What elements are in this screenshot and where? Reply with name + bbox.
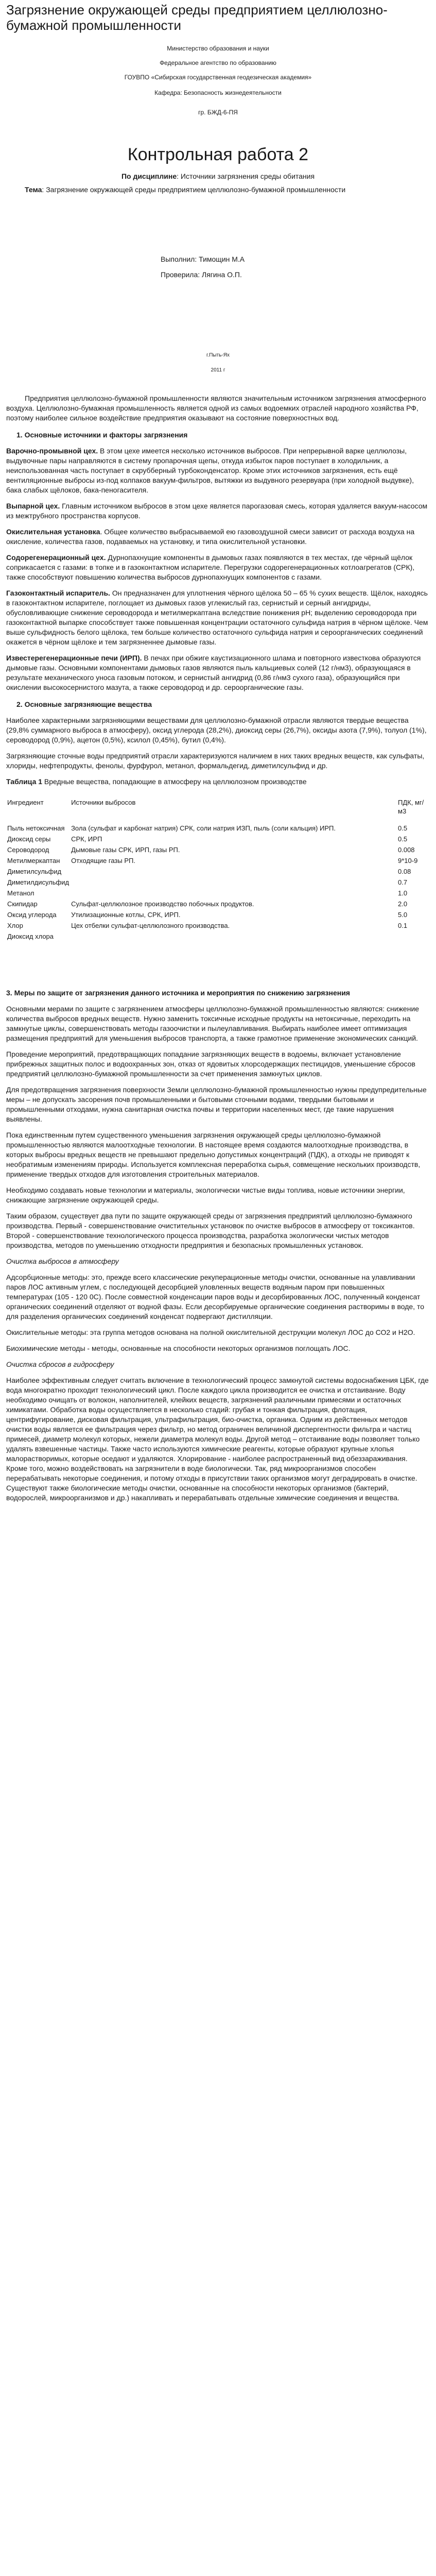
paragraph-oxidation-unit: Окислительная установка. Общее количество выбрасываемой ею газовоздушной смеси зависит от расхода воздуха на окисление, количества газов, подаваемых на установку, и типа окислительной установки. (6, 528, 415, 546)
paragraph-oxidation: Окислительные методы: эта группа методов основана на полной окислительной деструкции молекул ЛОС до СО2 и Н2О. (6, 1328, 415, 1336)
substances-table (6, 797, 430, 942)
table-row (6, 909, 430, 920)
table-cell: Зола (сульфат и карбонат натрия) СРК, соли натрия ИЗП, пыль (соли кальция) ИРП. (71, 824, 336, 832)
topic-line (25, 184, 430, 195)
table-cell: Диоксид хлора (7, 933, 54, 940)
checker-line: Проверила: Лягина О.П. (161, 270, 242, 279)
table-cell: Утилизационные котлы, СРК, ИРП. (71, 911, 181, 919)
subheading-water-cleaning: Очистка сбросов в гидросферу (6, 1360, 114, 1368)
year-line: 2011 г (211, 367, 225, 373)
table-cell: Дымовые газы СРК, ИРП, газы РП. (71, 846, 180, 854)
paragraph-two-ways: Таким образом, существует два пути по защите окружающей среды от загрязнения предприятий целлюлозно-бумажного производства. Первый - совершенствование очистительных установок по очистке выбросов в атмосферу от токсикантов. Второй - совершенствование технологического процесса производства, разработка экологически чистых методов производства, методов по уменьшению отходности предприятия и безопасных промышленных установок. (6, 1212, 415, 1249)
section-heading-1: 1. Основные источники и факторы загрязнения (16, 431, 188, 439)
table-header-cell: ПДК, мг/м3 (398, 799, 424, 815)
subheading-air-cleaning: Очистка выбросов в атмосферу (6, 1257, 119, 1265)
table-cell (70, 931, 397, 942)
table-cell: Метилмеркаптан (7, 857, 60, 865)
section-heading-2: 2. Основные загрязняющие вещества (16, 700, 152, 708)
intro-paragraph: Предприятия целлюлозно-бумажной промышленности являются значительным источником загрязнения атмосферного воздуха. Целлюлозно-бумажная промышленность является одной из самых водоемких отраслей народного хозяйства РФ, поэтому наиболее сильное воздействие предприятия оказывают на состояние поверхностных вод. (6, 394, 426, 422)
group-line: гр. БЖД-6-ПЯ (198, 109, 238, 116)
paragraph-recovery-shop: Содорегенерационный цех. Дурнопахнущие компоненты в дымовых газах появляются в тех местах, где чёрный щёлок соприкасается с газами: в топке и в газоконтактном испарителе. Перегрузки содорегенерационных котлоагрегатов (СРК), также способствуют повышению количества выбросов дурнопахнущих компонентов с газами. (6, 553, 415, 581)
table-row (6, 834, 430, 844)
table-cell: 9*10-9 (398, 857, 418, 865)
paragraph-evaporation-shop: Выпарной цех. Главным источником выбросов в этом цехе является парогазовая смесь, которая удаляется вакуум-насосом из межтрубного пространства корпусов. (6, 502, 428, 520)
discipline-label: По дисциплине (121, 172, 177, 180)
table-row (6, 931, 430, 942)
table-header-cell: Ингредиент (7, 799, 44, 806)
discipline-value: : Источники загрязнения среды обитания (177, 172, 315, 180)
table-header-row (6, 797, 430, 817)
table-cell: Оксид углерода (7, 911, 57, 919)
table-cell: СРК, ИРП (71, 835, 102, 843)
paragraph-closed-water: Наиболее эффективным следует считать включение в технологический процесс замкнутой системы водоснабжения ЦБК, где вода многократно проходит технологический цикл. После каждого цикла производится ее очистка и отстаивание. Воду необходимо очищать от волокон, наполнителей, клейких веществ, загрязнений различными примесями и остаточных химикатами. Обработка воды осуществляется в несколько стадий: грубая и тонкая фильтрация, флотация, центрифугирование, дисковая фильтрация, ультрафильтрация, био-очистка, органика. Одним из действенных методов очистки воды является ее фильтрация через фильтр, но метод ограничен величиной диспергентности фильтра и частиц примесей, диаметр молекул которых, нежели диаметра молекул воды. Другой метод – отстаивание воды позволяет только удалять взвешенные частицы. Также часто используются химические реагенты, которые образуют крупные хлопья малорастворимых, которые оседают и удаляются. Хлорирование - наиболее распространенный вид обеззараживания. Кроме того, можно воздействовать на загрязнители в воде биологически. Так, ряд микроорганизмов способен перерабатывать некоторые соединения, и потому отходы в присутствии таких организмов могут деградировать в очистке. Существуют также биологические методы очистки, основанные на способности некоторых организмов (бактерий, водорослей, микроорганизмов и др.) накапливать и перерабатывать отдельные химические соединения и вещества. (6, 1376, 429, 1502)
table-cell: Пыль нетоксичная (7, 824, 65, 832)
document-page (0, 2, 436, 2576)
table-cell: Диметилдисульфид (7, 878, 69, 886)
paragraph-gas-evaporator: Газоконтактный испаритель. Он предназначен для уплотнения чёрного щёлока 50 – 65 % сухих веществ. Щёлок, находясь в газоконтактном испарителе, поглощает из дымовых газов углекислый газ, сернистый и серный ангидриды, обусловливающие снижение сероводорода и метилмеркаптана вследствие понижения pH; выделению сероводорода при газоконтактной выпарке способствует также повышенная концентрации остаточного сульфида натрия в чёрном щёлоке. Чем выше сульфидность белого щёлока, тем больше количество остаточного сульфида натрия и сероорганических соединений окажется в чёрном щёлоке и тем загрязненнее дымовые газы. (6, 589, 428, 646)
topic-label: Тема (25, 185, 42, 194)
paragraph-water-measures: Проведение мероприятий, предотвращающих попадание загрязняющих веществ в водоемы, включает установление прибрежных защитных полос и водоохранных зон, отказ от ядовитых хлорсодержащих пестицидов, уменьшение сбросов предприятий целлюлозно-бумажной промышленности за счет применения замкнутых циклов. (6, 1050, 415, 1078)
paragraph-pollutants: Наиболее характерными загрязняющими веществами для целлюлозно-бумажной отрасли являются твердые вещества (29,8% суммарного выброса в атмосферу), оксид углерода (28,2%), диоксид серы (26,7%), оксиды азота (7,9%), толуол (1%), сероводород (0,9%), ацетон (0,5%), ксилол (0,45%), бутил (0,4%). (6, 716, 427, 744)
paragraph-measures: Основными мерами по защите с загрязнением атмосферы целлюлозно-бумажной промышленностью являются: снижение количества выбросов вредных веществ. Нужно заменить токсичные исходные продукты на нетоксичные, переходить на замкнутые циклы, совершенствовать методы газоочистки и пылеулавливания. Выбирать наиболее имеет оптимизация размещения предприятий для уменьшения выбросов транспорта, а также грамотное применение экономических санкций. (6, 1005, 420, 1042)
discipline-line (6, 172, 430, 180)
table-header-cell: Источники выбросов (71, 799, 136, 806)
paragraph-adsorption: Адсорбционные методы: это, прежде всего классические рекуперационные методы очистки, основанные на улавливании паров ЛОС активным углем, с последующей десорбцией уловленных веществ водяным паром при повышенных температурах (105 - 120 0С). После совместной конденсации паров воды и десорбированных ЛОС, полученный конденсат органических соединений отделяют от водной фазы. Если десорбируемые органические соединения растворимы в воде, то для разделения органических соединений конденсат подвергают дистилляции. (6, 1273, 424, 1320)
table-cell (397, 931, 430, 942)
table-cell: Сероводород (7, 846, 49, 854)
table-cell: 0.5 (398, 835, 408, 843)
table-cell: 0.7 (398, 878, 408, 886)
paragraph-wastewater: Загрязняющие сточные воды предприятий отрасли характеризуются наличием в них таких вредных веществ, как сульфаты, хлориды, нефтепродукты, фенолы, фурфурол, метанол, формальдегид, диметилсульфид и др. (6, 752, 425, 770)
table-cell (70, 888, 397, 899)
table-cell: 0.1 (398, 922, 408, 929)
page-title: Загрязнение окружающей среды предприятием целлюлозно-бумажной промышленности (6, 2, 388, 33)
table-cell: Хлор (7, 922, 23, 929)
city-line: г.Пыть-Ях (206, 352, 230, 358)
table-caption: Таблица 1 Вредные вещества, попадающие в атмосферу на целлюлозном производстве (6, 777, 307, 786)
section-heading-3: 3. Меры по защите от загрязнения данного источника и мероприятия по снижению загрязнения (6, 989, 350, 997)
performer-line: Выполнил: Тимощин М.А (161, 255, 245, 263)
table-cell: 0.5 (398, 824, 408, 832)
table-row (6, 855, 430, 866)
table-row (6, 877, 430, 888)
paragraph-biochemical: Биохимические методы - методы, основанные на способности некоторых организмов поглощать ЛОС. (6, 1344, 351, 1352)
table-cell: Диоксид серы (7, 835, 51, 843)
table-row (6, 844, 430, 855)
ministry-line: Министерство образования и науки (167, 45, 269, 52)
department-line: Кафедра: Безопасность жизнедеятельности (154, 89, 282, 96)
table-cell: Сульфат-целлюлозное производство побочных продуктов. (71, 900, 254, 908)
table-cell: Метанол (7, 889, 34, 897)
table-cell: Скипидар (7, 900, 38, 908)
paragraph-new-tech: Необходимо создавать новые технологии и материалы, экологически чистые виды топлива, новые источники энергии, снижающие загрязнение окружающей среды. (6, 1186, 405, 1204)
table-row (6, 920, 430, 931)
table-cell: 5.0 (398, 911, 408, 919)
table-row (6, 823, 430, 834)
university-line: ГОУВПО «Сибирская государственная геодезическая академия» (124, 74, 312, 81)
table-cell: 0.008 (398, 846, 415, 854)
table-cell: 0.08 (398, 868, 411, 875)
table-row (6, 866, 430, 877)
table-cell: 1.0 (398, 889, 408, 897)
paragraph-cooking-shop: Варочно-промывной цех. В этом цехе имеется несколько источников выбросов. При непрерывной варке целлюлозы, выдувочные пары направляются в систему пропарочная щепы, откуда избыток паров поступает в холодильник, а неиспользованная часть поступает в скрубберный турбоконденсатор. Кроме этих источников загрязнения, есть ещё вентиляционные выбросы из-под колпаков вакуум-фильтров, вытяжки из выдувного резервуара (при холодной выдувке), бака слабых щёлоков, бака-пеногасителя. (6, 447, 414, 494)
paragraph-low-waste: Пока единственным путем существенного уменьшения загрязнения окружающей среды целлюлозно-бумажной промышленностью являются малоотходные технологии. В настоящее время создаются малоотходные производства, в которых выбросы вредных веществ не превышают предельно допустимых концентраций (ПДК), а отходы не приводят к необратимым изменениям природы. Используется комплексная переработка сырья, совмещение нескольких производств, применение твердых отходов для изготовления строительных материалов. (6, 1131, 421, 1178)
paragraph-lime-kilns: Известерегенерационные печи (ИРП). В печах при обжиге каустизационного шлама и повторного известкова образуются дымовые газы. Основными компонентами дымовых газов являются пыль кальциевых солей (12 г/нм3), образующаяся в результате механического уноса газовым потоком, и сернистый ангидрид (0,86 г/нм3 сухого газа), образующийся при окислении высокосернистого мазута, а также сероводород и др. сероорганические газы. (6, 654, 421, 691)
topic-value: : Загрязнение окружающей среды предприятием целлюлозно-бумажной промышленности (42, 185, 346, 194)
table-cell (70, 877, 397, 888)
table-cell: 2.0 (398, 900, 408, 908)
agency-line: Федеральное агентство по образованию (160, 59, 276, 66)
table-row (6, 899, 430, 909)
table-cell (70, 866, 397, 877)
work-title: Контрольная работа 2 (127, 145, 309, 164)
table-row (6, 888, 430, 899)
table-cell: Диметилсульфид (7, 868, 62, 875)
paragraph-soil-measures: Для предотвращения загрязнения поверхности Земли целлюлозно-бумажной промышленностью нужны предупредительные меры – не допускать засорения почв промышленными и бытовыми сточными водами, твердыми бытовыми и промышленными отходами, нужна санитарная очистка почвы и территории населенных мест, где такие нарушения выявлены. (6, 1086, 427, 1123)
table-cell: Отходящие газы РП. (71, 857, 135, 865)
table-cell: Цех отбелки сульфат-целлюлозного производства. (71, 922, 230, 929)
